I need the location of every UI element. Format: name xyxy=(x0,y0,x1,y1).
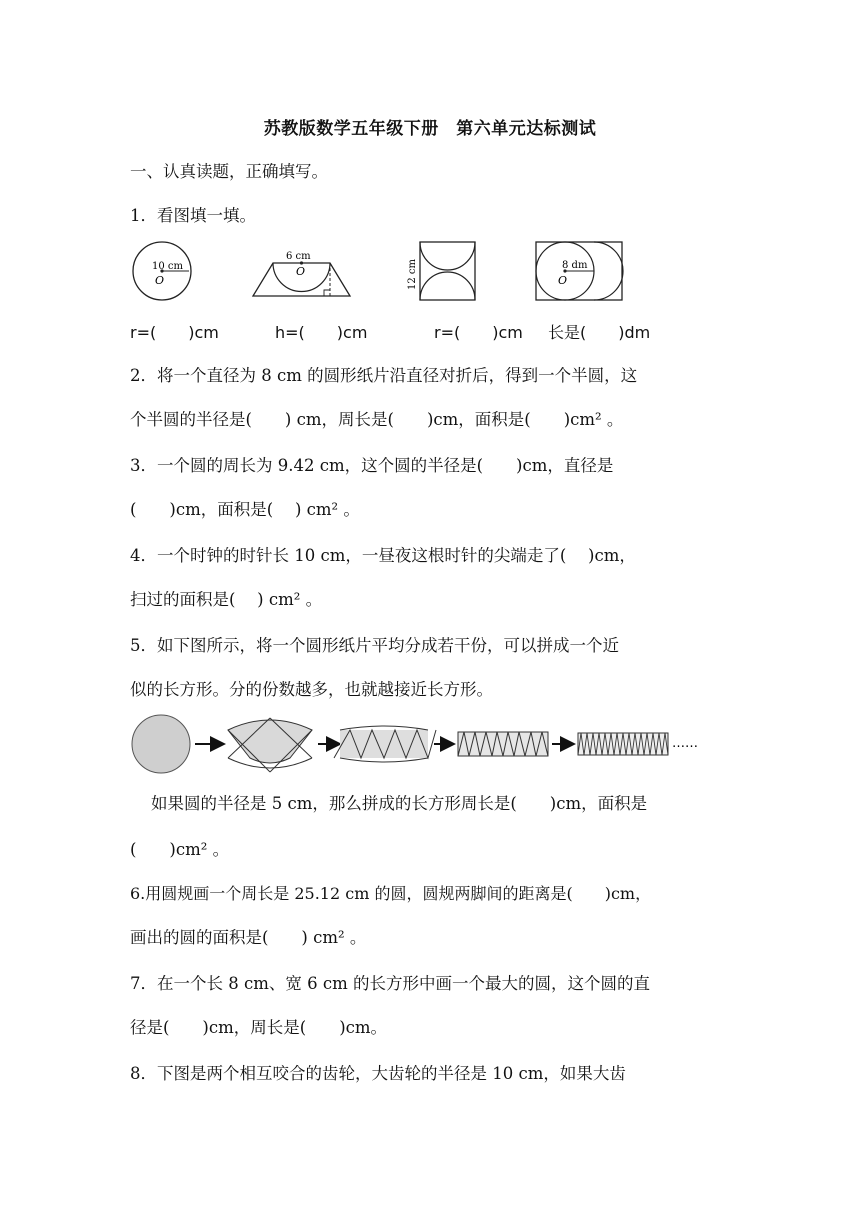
question-5-line-3: 如果圆的半径是 5 cm，那么拼成的长方形周长是( )cm，面积是 xyxy=(151,794,648,813)
eight-sector-shape xyxy=(334,726,436,762)
q1-answer-2: h=( )cm xyxy=(275,323,368,342)
fig2-center-label: O xyxy=(296,265,306,278)
question-6-line-1: 6.用圆规画一个周长是 25.12 cm 的圆，圆规两脚间的距离是( )cm， xyxy=(130,884,652,903)
question-5-line-1: 5．如下图所示，将一个圆形纸片平均分成若干份，可以拼成一个近 xyxy=(130,636,619,655)
sixteen-sector-shape xyxy=(458,732,548,756)
question-2-line-2: 个半圆的半径是( ) cm，周长是( )cm，面积是( )cm² 。 xyxy=(130,410,624,429)
four-sector-shape xyxy=(218,718,322,772)
question-3-line-1: 3．一个圆的周长为 9.42 cm，这个圆的半径是( )cm，直径是 xyxy=(130,456,614,475)
continuation-ellipsis: …… xyxy=(672,736,698,751)
question-3-line-2: ( )cm，面积是( ) cm² 。 xyxy=(130,500,360,519)
fig1-radius-label: 10 cm xyxy=(152,261,183,272)
question-5-line-2: 似的长方形。分的份数越多，也就越接近长方形。 xyxy=(130,680,493,699)
many-sector-shape xyxy=(578,733,668,755)
fig4-radius-label: 8 dm xyxy=(562,260,588,271)
shaded-circle xyxy=(132,715,190,773)
rectangle-figure xyxy=(536,242,623,300)
square-figure xyxy=(407,242,475,300)
q1-answer-4: 长是( )dm xyxy=(548,323,651,342)
question-7-line-2: 径是( )cm，周长是( )cm。 xyxy=(130,1018,388,1037)
question-2-line-1: 2．将一个直径为 8 cm 的圆形纸片沿直径对折后，得到一个半圆，这 xyxy=(130,366,638,385)
question-4-line-1: 4．一个时钟的时针长 10 cm，一昼夜这根时针的尖端走了( )cm， xyxy=(130,546,636,565)
question-6-line-2: 画出的圆的面积是( ) cm² 。 xyxy=(130,928,367,947)
question-8-line-1: 8．下图是两个相互咬合的齿轮，大齿轮的半径是 10 cm，如果大齿 xyxy=(130,1064,626,1083)
q5-circle-to-rectangle-figure xyxy=(128,712,728,776)
fig1-center-label: O xyxy=(155,274,165,287)
trapezoid-figure xyxy=(253,251,350,296)
question-7-line-1: 7．在一个长 8 cm、宽 6 cm 的长方形中画一个最大的圆，这个圆的直 xyxy=(130,974,650,993)
question-1-text: 1．看图填一填。 xyxy=(130,206,256,225)
fig3-side-label: 12 cm xyxy=(407,259,418,290)
section-heading: 一、认真读题，正确填写。 xyxy=(130,162,328,181)
fig4-center-label: O xyxy=(558,274,568,287)
q1-answer-3: r=( )cm xyxy=(434,323,523,342)
circle-figure xyxy=(133,242,191,300)
q1-figures xyxy=(128,238,678,304)
question-5-line-4: ( )cm² 。 xyxy=(130,840,230,859)
fig2-diameter-label: 6 cm xyxy=(286,251,311,262)
q1-answer-1: r=( )cm xyxy=(130,323,219,342)
page-title: 苏教版数学五年级下册 第六单元达标测试 xyxy=(263,119,597,139)
question-4-line-2: 扫过的面积是( ) cm² 。 xyxy=(130,590,323,609)
